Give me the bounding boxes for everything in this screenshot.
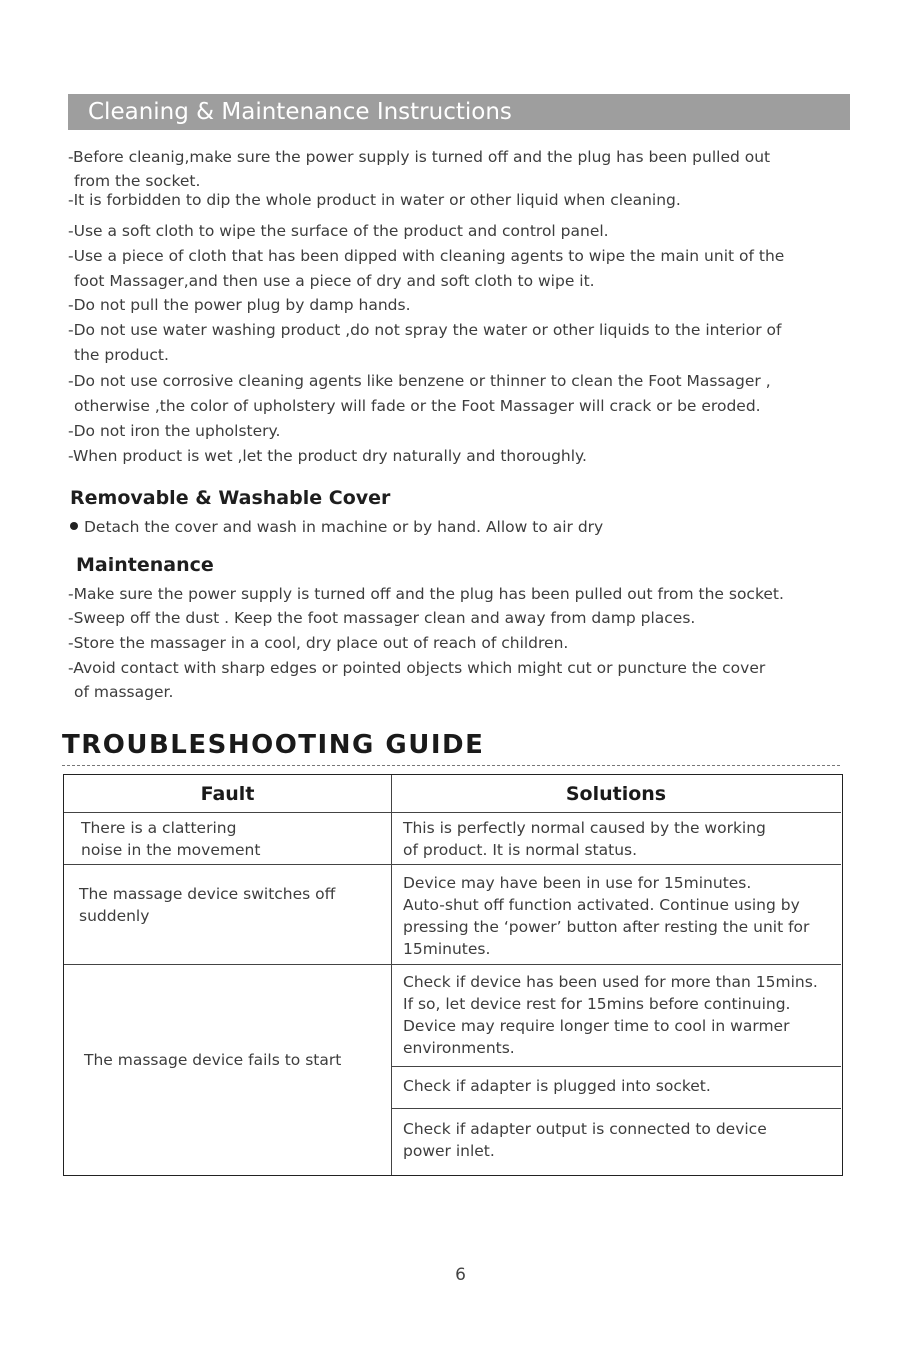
cleaning-line: otherwise ,the color of upholstery will fade or the Foot Massager will crack or be eroded. [74, 397, 761, 415]
maintenance-line: -Make sure the power supply is turned off and the plug has been pulled out from the socket. [68, 585, 784, 603]
maintenance-line: -Sweep off the dust . Keep the foot massager clean and away from damp places. [68, 609, 696, 627]
cover-bullet [70, 517, 603, 537]
cleaning-line: -Do not iron the upholstery. [68, 422, 281, 440]
cleaning-line: -Do not pull the power plug by damp hands. [68, 296, 411, 314]
cleaning-line: -It is forbidden to dip the whole product in water or other liquid when cleaning. [68, 191, 681, 209]
row-divider [64, 864, 841, 865]
fault-cell: The massage device switches off suddenly [79, 885, 336, 925]
solution-cell: Check if adapter is plugged into socket. [403, 1077, 711, 1095]
solution-cell: Device may have been in use for 15minutes. Auto-shut off function activated. Continue using by pressing the ‘power’ button after resting the unit for 15minutes. [403, 874, 810, 958]
cleaning-line: -Use a piece of cloth that has been dipped with cleaning agents to wipe the main unit of the [68, 247, 785, 265]
maintenance-line: -Avoid contact with sharp edges or pointed objects which might cut or puncture the cover [68, 659, 766, 677]
fault-cell: There is a clattering noise in the movement [81, 819, 261, 859]
cleaning-line: the product. [74, 346, 169, 364]
cover-bullet-text: Detach the cover and wash in machine or by hand. Allow to air dry [84, 518, 604, 536]
page-number: 6 [455, 1265, 466, 1285]
cleaning-line: -Do not use water washing product ,do not spray the water or other liquids to the interior of [68, 321, 782, 339]
bullet-icon [70, 522, 78, 530]
troubleshooting-table [63, 774, 843, 1176]
cleaning-line: from the socket. [74, 172, 201, 190]
cleaning-line: -Before cleanig,make sure the power supply is turned off and the plug has been pulled out [68, 148, 771, 166]
cleaning-line: foot Massager,and then use a piece of dry and soft cloth to wipe it. [74, 272, 595, 290]
cleaning-line: -Do not use corrosive cleaning agents like benzene or thinner to clean the Foot Massager , [68, 372, 771, 390]
column-divider [391, 775, 392, 1175]
solution-cell: This is perfectly normal caused by the working of product. It is normal status. [403, 819, 766, 859]
row-divider [391, 1066, 841, 1067]
solution-cell: Check if adapter output is connected to device power inlet. [403, 1120, 767, 1160]
fault-cell: The massage device fails to start [84, 1051, 342, 1069]
header-solutions: Solutions [565, 783, 667, 805]
section-header-cleaning: Cleaning & Maintenance Instructions [68, 94, 850, 130]
solution-cell: Check if device has been used for more than 15mins. If so, let device rest for 15mins before continuing. Device may require longer time to cool in warmer environments. [403, 973, 818, 1057]
header-fault: Fault [200, 783, 255, 805]
row-divider [64, 964, 841, 965]
maintenance-heading: Maintenance [76, 554, 214, 576]
row-divider [391, 1108, 841, 1109]
row-divider [64, 812, 841, 813]
maintenance-line: -Store the massager in a cool, dry place out of reach of children. [68, 634, 569, 652]
cover-heading: Removable & Washable Cover [70, 487, 391, 509]
cleaning-line: -Use a soft cloth to wipe the surface of the product and control panel. [68, 222, 609, 240]
troubleshooting-title: TROUBLESHOOTING GUIDE [62, 730, 485, 760]
divider [62, 765, 840, 766]
cleaning-line: -When product is wet ,let the product dry naturally and thoroughly. [68, 447, 587, 465]
maintenance-line: of massager. [74, 683, 174, 701]
